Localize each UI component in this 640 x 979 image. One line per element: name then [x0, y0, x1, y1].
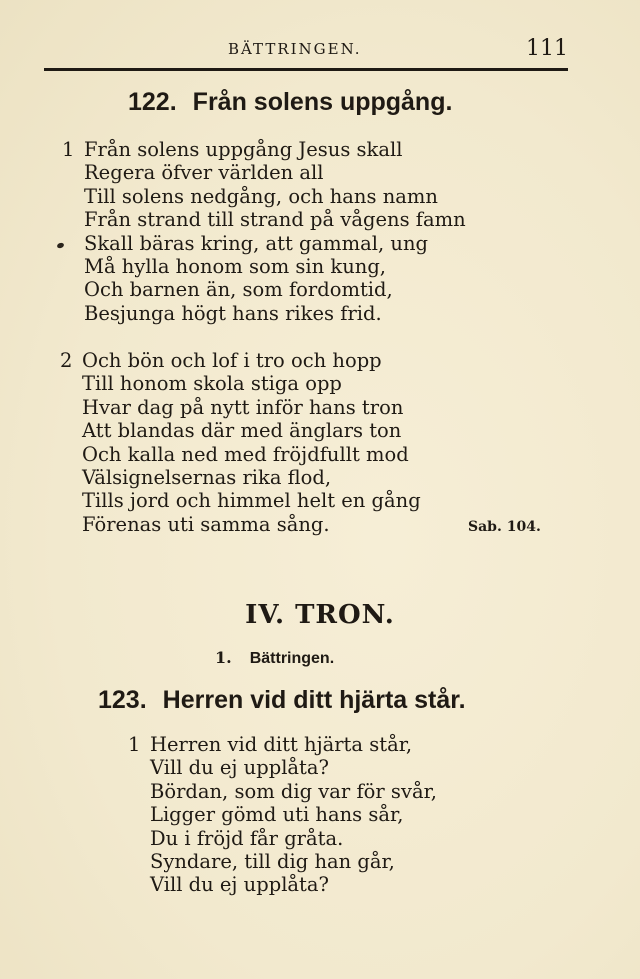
hymn-122-title — [128, 88, 452, 117]
running-title: BÄTTRINGEN. — [228, 40, 362, 58]
verse-line: Besjunga högt hans rikes frid. — [84, 301, 382, 325]
ink-blot — [56, 242, 64, 249]
hymn-123-number: 123. — [98, 686, 147, 714]
verse-line: Till solens nedgång, och hans namn — [84, 184, 438, 208]
running-head — [0, 36, 640, 66]
verse-number: 1 — [62, 138, 75, 161]
verse-line: Du i fröjd får gråta. — [150, 826, 344, 850]
tune-reference: Sab. 104. — [468, 519, 541, 535]
verse-line: Skall bäras kring, att gammal, ung — [84, 231, 428, 255]
subsection-heading — [215, 648, 334, 668]
hymn-122-verse-1 — [62, 138, 466, 325]
hymn-122-verse-2 — [60, 349, 421, 536]
verse-number: 2 — [60, 349, 73, 372]
verse-line: Vill du ej upplåta? — [150, 873, 329, 897]
subsection-number: 1. — [215, 648, 232, 667]
hymn-122-title-text: Från solens uppgång. — [192, 88, 453, 116]
subsection-title: Bättringen. — [249, 650, 335, 667]
verse-line: Välsignelsernas rika flod, — [82, 465, 332, 489]
verse-line: Hvar dag på nytt inför hans tron — [82, 395, 404, 419]
verse-line: Och bön och lof i tro och hopp — [82, 349, 382, 372]
hymn-123-verse-1 — [128, 733, 437, 897]
verse-line: Tills jord och himmel helt en gång — [82, 489, 421, 513]
verse-line: Och kalla ned med fröjdfullt mod — [82, 442, 409, 466]
page-number: 111 — [526, 36, 568, 61]
verse-line: Ligger gömd uti hans sår, — [150, 803, 404, 827]
section-heading: IV. TRON. — [245, 600, 395, 630]
verse-line: Och barnen än, som fordomtid, — [84, 278, 393, 302]
verse-line: Syndare, till dig han går, — [150, 849, 395, 873]
header-rule — [44, 68, 568, 71]
verse-line: Regera öfver världen all — [84, 161, 324, 185]
hymn-122-number: 122. — [128, 88, 177, 116]
verse-number: 1 — [128, 733, 141, 756]
verse-line: Förenas uti samma sång. — [82, 512, 330, 536]
verse-line: Från solens uppgång Jesus skall — [84, 138, 403, 161]
verse-line: Vill du ej upplåta? — [150, 756, 329, 780]
verse-line: Att blandas där med änglars ton — [82, 419, 402, 443]
verse-line: Herren vid ditt hjärta står, — [150, 733, 413, 756]
verse-line: Bördan, som dig var för svår, — [150, 779, 437, 803]
verse-line: Må hylla honom som sin kung, — [84, 254, 387, 278]
hymn-123-title — [98, 686, 466, 715]
verse-line: Till honom skola stiga opp — [82, 372, 342, 396]
hymn-123-title-text: Herren vid ditt hjärta står. — [162, 686, 466, 714]
verse-line: Från strand till strand på vågens famn — [84, 208, 466, 232]
